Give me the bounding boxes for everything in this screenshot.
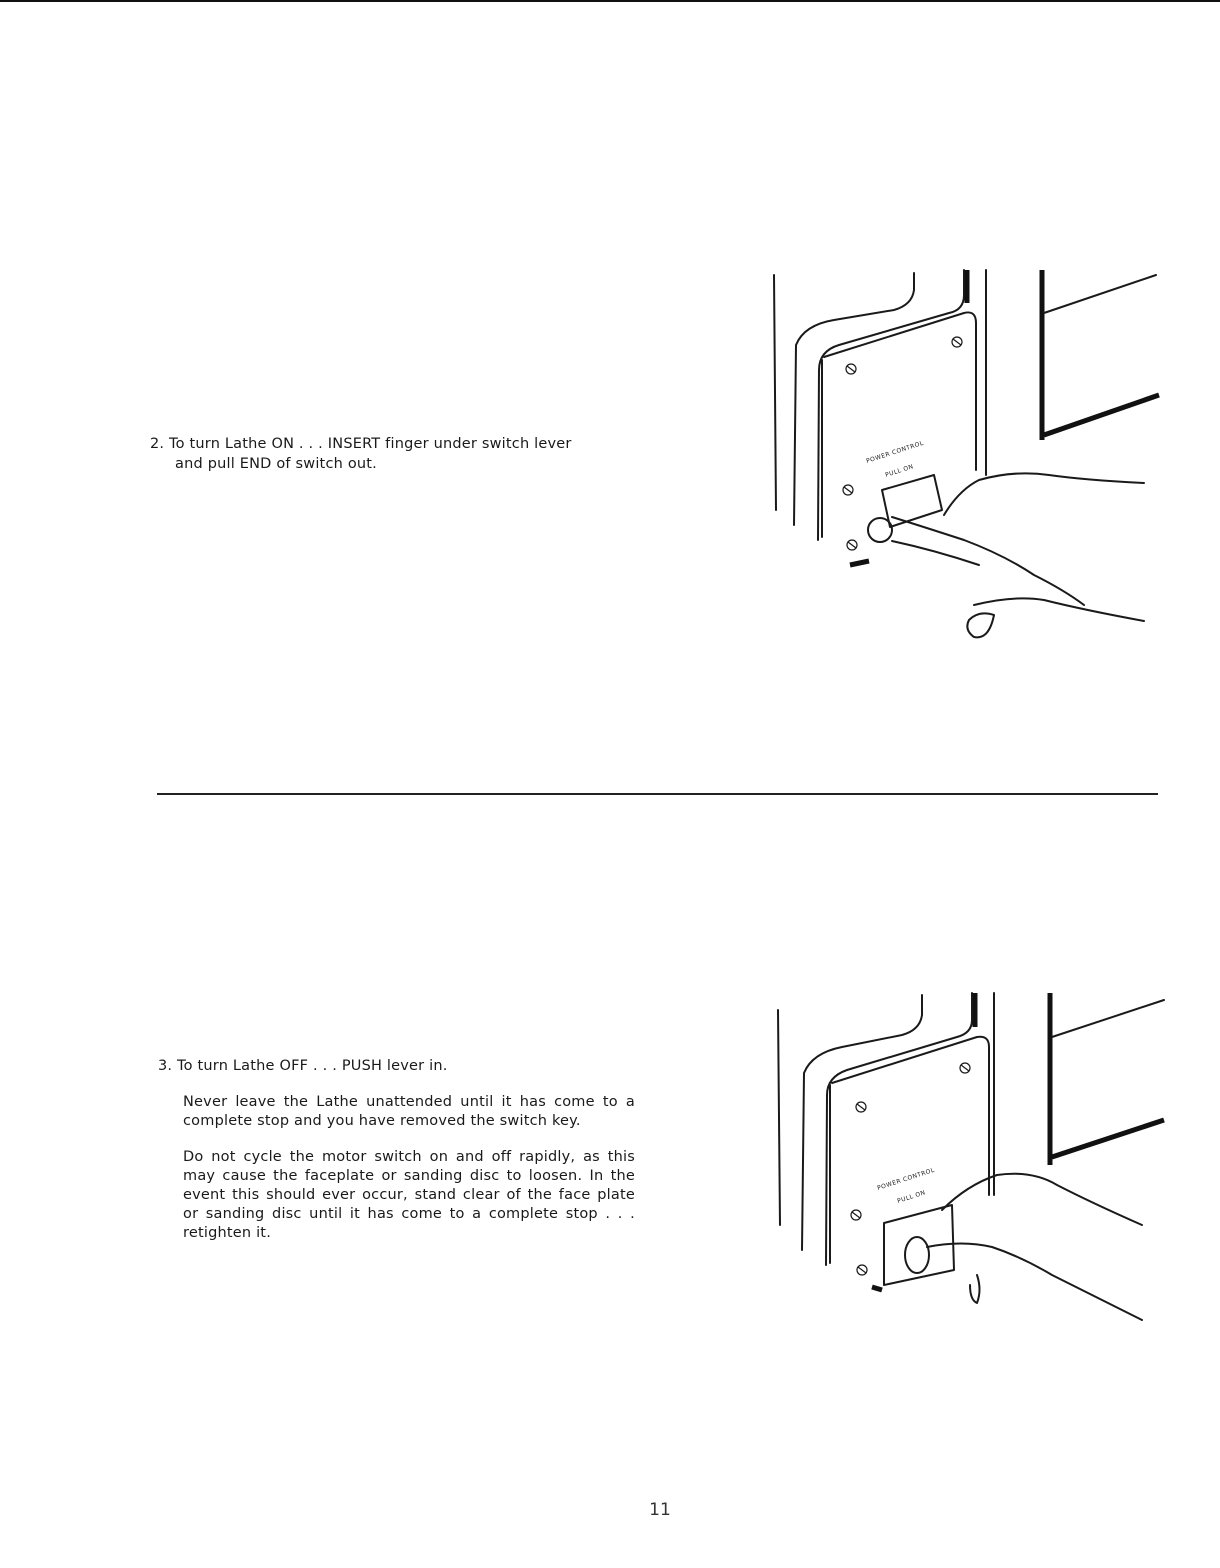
step-2-line-2: and pull END of switch out. <box>175 456 377 472</box>
plate-label-power-control: POWER CONTROL <box>865 439 925 465</box>
illustration-switch-pull-on <box>764 265 1164 655</box>
step-3-warning-unattended: Never leave the Lathe unattended until it has come to a complete stop and you have removed the switch key. <box>183 1094 635 1129</box>
screw-icon <box>843 337 962 550</box>
plate-label-pull-on: PULL ON <box>896 1189 927 1205</box>
illustration-switch-push-off <box>772 985 1172 1330</box>
section-divider <box>157 793 1158 795</box>
step-2-line-1: 2. To turn Lathe ON . . . INSERT finger under switch lever <box>150 436 572 452</box>
page-number: 11 <box>649 1500 671 1520</box>
plate-label-power-control: POWER CONTROL <box>876 1166 936 1192</box>
top-border-rule <box>0 0 1220 2</box>
step-3-warning-cycle: Do not cycle the motor switch on and off rapidly, as this may cause the faceplate or sanding disc to loosen. In the event this should ever occur, stand clear of the face plate or sanding disc until it has come to a complete stop . . . retighten it. <box>183 1149 635 1241</box>
step-2-instruction <box>150 434 650 474</box>
plate-label-pull-on: PULL ON <box>884 463 915 479</box>
step-3-heading: 3. To turn Lathe OFF . . . PUSH lever in. <box>158 1058 448 1074</box>
step-3-instruction <box>158 1056 648 1243</box>
